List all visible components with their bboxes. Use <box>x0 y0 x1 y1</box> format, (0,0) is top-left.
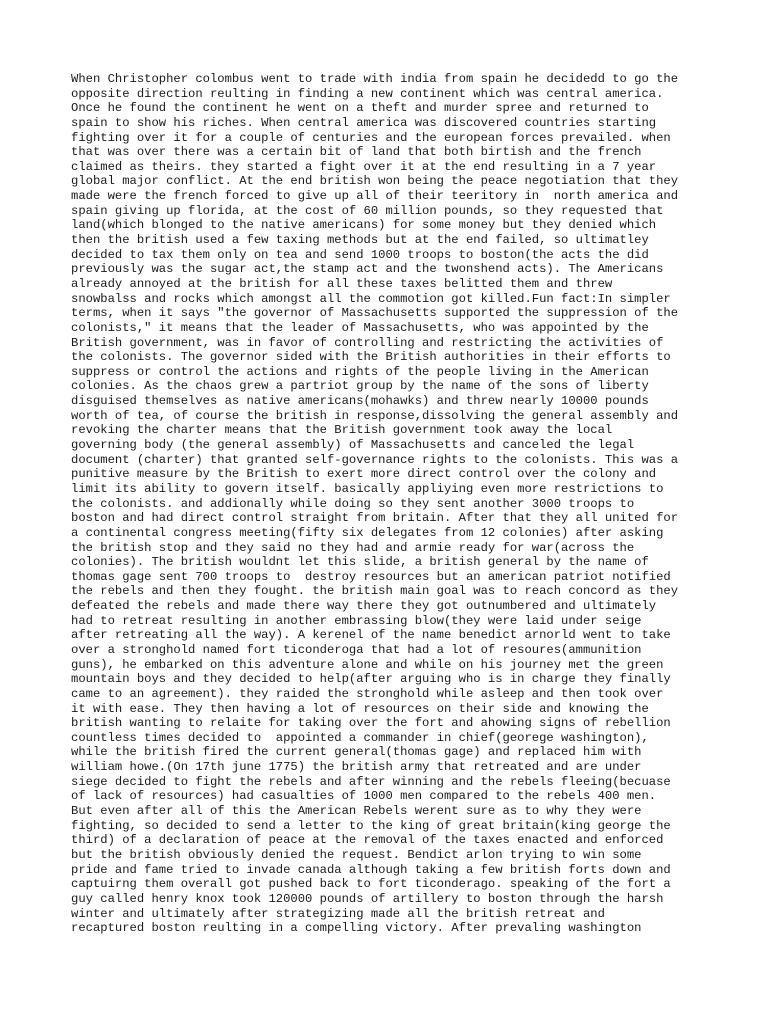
text-line: decided to tax them only on tea and send 1000 troops to boston(the acts the did <box>71 247 649 262</box>
text-line: colonies). The british wouldnt let this slide, a british general by the name of <box>71 555 649 570</box>
text-line: siege decided to fight the rebels and after winning and the rebels fleeing(becuase <box>71 774 671 789</box>
text-line: william howe.(On 17th june 1775) the british army that retreated and are under <box>71 760 642 775</box>
text-line: boston and had direct control straight from britain. After that they all united for <box>71 511 679 526</box>
text-line: snowbalss and rocks which amongst all the commotion got killed.Fun fact:In simpler <box>71 291 671 306</box>
text-line: countless times decided to appointed a commander in chief(georege washington), <box>71 730 649 745</box>
text-line: revoking the charter means that the British government took away the local <box>71 423 613 438</box>
text-line: claimed as theirs. they started a fight over it at the end resulting in a 7 year <box>71 159 657 174</box>
text-line: the rebels and then they fought. the british main goal was to reach concord as they <box>71 584 679 599</box>
text-line: document (charter) that granted self-governance rights to the colonists. This was a <box>71 452 679 467</box>
text-line: colonies. As the chaos grew a partriot group by the name of the sons of liberty <box>71 379 649 394</box>
text-line: previously was the sugar act,the stamp act and the twonshend acts). The Americans <box>71 262 664 277</box>
text-line: recaptured boston reulting in a compelling victory. After prevaling washington <box>71 921 642 936</box>
text-line: after retreating all the way). A kerenel of the name benedict arnorld went to take <box>71 628 671 643</box>
text-line: of lack of resources) had casualties of 1000 men compared to the rebels 400 men. <box>71 789 657 804</box>
text-line: limit its ability to govern itself. basically appliying even more restrictions to <box>71 481 664 496</box>
text-line: then the british used a few taxing methods but at the end failed, so ultimatley <box>71 233 649 248</box>
text-line: guns), he embarked on this adventure alone and while on his journey met the green <box>71 657 664 672</box>
text-line: fighting, so decided to send a letter to the king of great britain(king george the <box>71 818 671 833</box>
text-line: the colonists. The governor sided with the British authorities in their efforts to <box>71 350 671 365</box>
text-line: punitive measure by the British to exert more direct control over the colony and <box>71 467 657 482</box>
text-line: it with ease. They then having a lot of resources on their side and knowing the <box>71 701 649 716</box>
text-line: fighting over it for a couple of centuries and the european forces prevailed. when <box>71 130 671 145</box>
text-line: global major conflict. At the end british won being the peace negotiation that they <box>71 174 679 189</box>
text-line: that was over there was a certain bit of land that both birtish and the french <box>71 145 642 160</box>
essay-body <box>71 72 711 936</box>
text-line: mountain boys and they decided to help(after arguing who is in charge they finally <box>71 672 671 687</box>
text-line: opposite direction reulting in finding a new continent which was central america. <box>71 86 664 101</box>
text-line: colonists," it means that the leader of Massachusetts, who was appointed by the <box>71 320 649 335</box>
text-line: captuirng them overall got pushed back to fort ticonderago. speaking of the fort a <box>71 877 671 892</box>
text-line: land(which blonged to the native americans) for some money but they denied which <box>71 218 657 233</box>
text-line: defeated the rebels and made there way there they got outnumbered and ultimately <box>71 599 657 614</box>
text-line: disguised themselves as native americans(mohawks) and threw nearly 10000 pounds <box>71 394 649 409</box>
text-line: but the british obviously denied the request. Bendict arlon trying to win some <box>71 847 642 862</box>
text-line: Once he found the continent he went on a theft and murder spree and returned to <box>71 101 649 116</box>
text-line: thomas gage sent 700 troops to destroy resources but an american patriot notified <box>71 569 671 584</box>
text-line: over a stronghold named fort ticonderoga that had a lot of resoures(ammunition <box>71 642 642 657</box>
text-line: worth of tea, of course the british in response,dissolving the general assembly and <box>71 408 679 423</box>
text-line: terms, when it says "the governor of Massachusetts supported the suppression of the <box>71 306 679 321</box>
text-line: British government, was in favor of controlling and restricting the activities of <box>71 335 664 350</box>
text-line: a continental congress meeting(fifty six delegates from 12 colonies) after asking <box>71 525 664 540</box>
text-line: while the british fired the current general(thomas gage) and replaced him with <box>71 745 642 760</box>
text-line: british wanting to relaite for taking over the fort and ahowing signs of rebellion <box>71 716 671 731</box>
text-line: spain giving up florida, at the cost of 60 million pounds, so they requested that <box>71 203 664 218</box>
text-line: guy called henry knox took 120000 pounds of artillery to boston through the harsh <box>71 891 664 906</box>
text-line: But even after all of this the American Rebels werent sure as to why they were <box>71 804 642 819</box>
text-line: suppress or control the actions and rights of the people living in the American <box>71 364 649 379</box>
text-line: spain to show his riches. When central america was discovered countries starting <box>71 115 657 130</box>
text-line: winter and ultimately after strategizing made all the british retreat and <box>71 906 605 921</box>
text-line: the colonists. and addionally while doing so they sent another 3000 troops to <box>71 496 635 511</box>
text-line: made were the french forced to give up all of their teeritory in north america and <box>71 189 679 204</box>
text-line: the british stop and they said no they had and armie ready for war(across the <box>71 540 635 555</box>
text-line: third) of a declaration of peace at the removal of the taxes enacted and enforced <box>71 833 664 848</box>
text-line: already annoyed at the british for all these taxes belitted them and threw <box>71 276 613 291</box>
text-line: pride and fame tried to invade canada although taking a few british forts down and <box>71 862 671 877</box>
text-line: had to retreat resulting in another embrassing blow(they were laid under seige <box>71 613 642 628</box>
text-line: came to an agreement). they raided the stronghold while asleep and then took over <box>71 686 664 701</box>
text-line: When Christopher colombus went to trade with india from spain he decidedd to go the <box>71 72 679 86</box>
text-line: governing body (the general assembly) of Massachusetts and canceled the legal <box>71 438 635 453</box>
